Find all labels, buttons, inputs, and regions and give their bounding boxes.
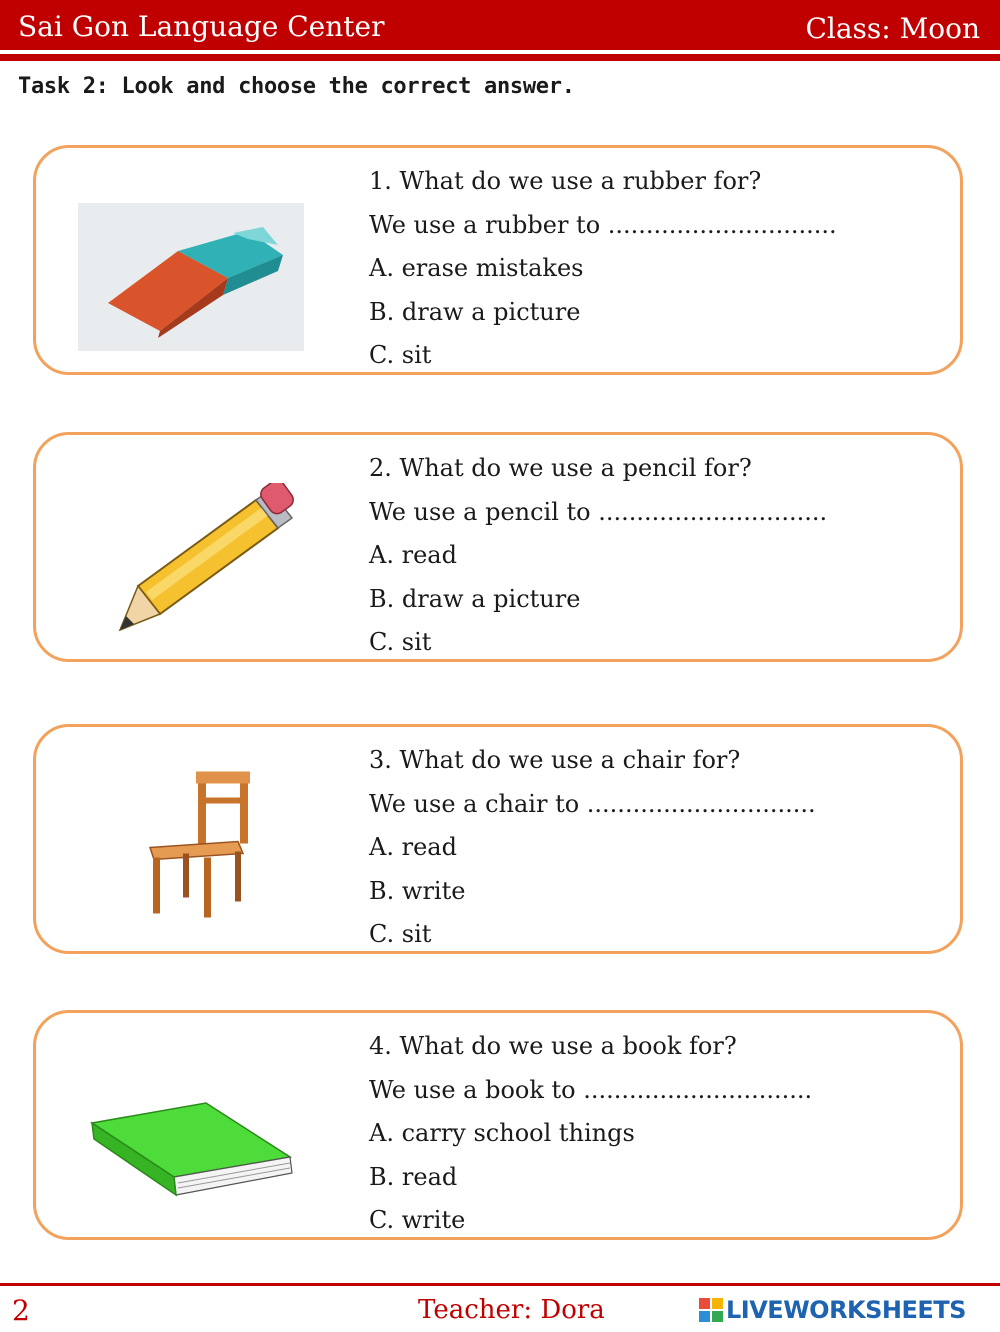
- answer-prompt[interactable]: We use a rubber to ..............................: [369, 210, 837, 239]
- answer-prompt[interactable]: We use a book to ..............................: [369, 1075, 813, 1104]
- option-c[interactable]: C. sit: [369, 341, 432, 369]
- option-a[interactable]: A. read: [369, 833, 457, 861]
- class-label: Class: Moon: [805, 12, 980, 45]
- page-number: 2: [12, 1294, 30, 1327]
- option-b[interactable]: B. draw a picture: [369, 297, 581, 326]
- question-card-1: [33, 145, 963, 375]
- rubber-eraser-icon: [78, 198, 308, 358]
- question-card-3: [33, 724, 963, 954]
- question-text: 4. What do we use a book for?: [369, 1032, 737, 1060]
- question-text: 1. What do we use a rubber for?: [369, 167, 762, 195]
- book-icon: [78, 1073, 308, 1233]
- answer-prompt[interactable]: We use a pencil to ..............................: [369, 497, 828, 526]
- liveworksheets-logo[interactable]: [698, 1296, 994, 1326]
- option-b[interactable]: B. draw a picture: [369, 584, 581, 613]
- page-header: [0, 0, 1000, 50]
- option-b[interactable]: B. write: [369, 876, 466, 905]
- option-a[interactable]: A. erase mistakes: [369, 254, 584, 282]
- footer-divider: [0, 1283, 1000, 1286]
- option-c[interactable]: C. write: [369, 1206, 466, 1234]
- option-a[interactable]: A. carry school things: [369, 1119, 635, 1147]
- question-text: 2. What do we use a pencil for?: [369, 454, 752, 482]
- question-card-4: [33, 1010, 963, 1240]
- question-card-2: [33, 432, 963, 662]
- option-c[interactable]: C. sit: [369, 920, 432, 948]
- header-divider: [0, 54, 1000, 61]
- liveworksheets-logo-icon: [698, 1296, 724, 1324]
- option-c[interactable]: C. sit: [369, 628, 432, 656]
- teacher-name: Teacher: Dora: [418, 1295, 605, 1325]
- brand-text: LIVEWORKSHEETS: [726, 1296, 966, 1324]
- task-heading: Task 2: Look and choose the correct answer.: [18, 74, 575, 99]
- pencil-icon: [78, 483, 308, 643]
- center-title: Sai Gon Language Center: [18, 10, 385, 43]
- question-text: 3. What do we use a chair for?: [369, 746, 741, 774]
- chair-icon: [78, 767, 308, 927]
- answer-prompt[interactable]: We use a chair to ..............................: [369, 789, 816, 818]
- option-a[interactable]: A. read: [369, 541, 457, 569]
- option-b[interactable]: B. read: [369, 1162, 458, 1191]
